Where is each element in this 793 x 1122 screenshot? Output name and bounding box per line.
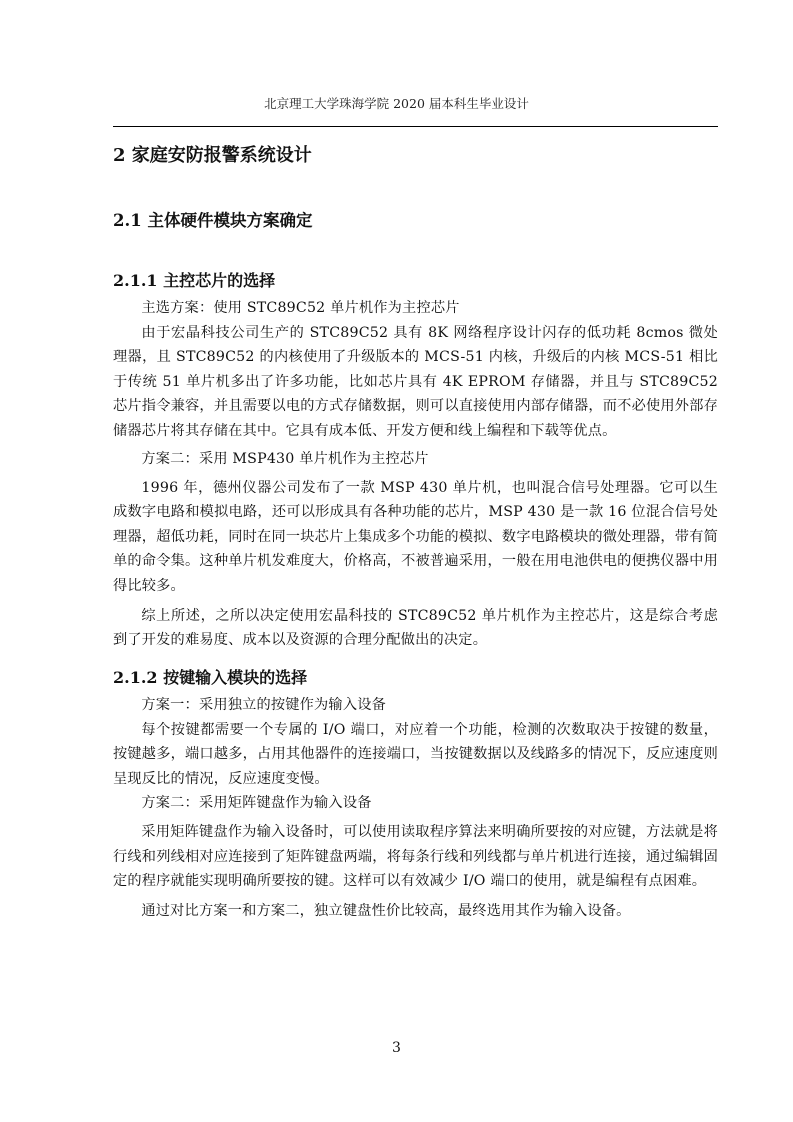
header-divider (113, 126, 718, 127)
page-header: 北京理工大学珠海学院 2020 届本科生毕业设计 (264, 96, 529, 111)
page-number: 3 (392, 1040, 401, 1056)
section-2-1-2-title: 2.1.2 按键输入模块的选择 (113, 667, 308, 687)
main-chip-option1-body: 由于宏晶科技公司生产的 STC89C52 具有 8K 网络程序设计闪存的低功耗 8cmos 微处理器，且 STC89C52 的内核使用了升级版本的 MCS-51 内核，升级后的内核 MCS-51 相比于传统 51 单片机多出了许多功能，比如芯片具有 4K EPROM 存储器，并且与 STC89C52 芯片指令兼容，并且需要以电的方式存储数据，则可以直接使用内部存储器，而不必使用外部存储器芯片将其存储在其中。它具有成本低、开发方便和线上编程和下载等优点。 (113, 325, 718, 439)
key-input-option2-body: 采用矩阵键盘作为输入设备时，可以使用读取程序算法来明确所要按的对应键，方法就是将行线和列线相对应连接到了矩阵键盘两端，将每条行线和列线都与单片机进行连接，通过编辑固定的程序就能实现明确所要按的键。这样可以有效减少 I/O 端口的使用，就是编程有点困难。 (113, 824, 718, 889)
key-input-conclusion: 通过对比方案一和方案二，独立键盘性价比较高，最终选用其作为输入设备。 (141, 903, 631, 920)
section-2-1-title: 2.1 主体硬件模块方案确定 (113, 211, 313, 230)
main-chip-option1-title: 主选方案：使用 STC89C52 单片机作为主控芯片 (141, 300, 460, 316)
chapter-title: 2 家庭安防报警系统设计 (113, 145, 312, 166)
section-2-1-1-title: 2.1.1 主控芯片的选择 (113, 271, 276, 290)
key-input-option1-body: 每个按键都需要一个专属的 I/O 端口，对应着一个功能，检测的次数取决于按键的数量，按键越多，端口越多，占用其他器件的连接端口，当按键数据以及线路多的情况下，反应速度则呈现反比的情况，反应速度变慢。 (113, 721, 718, 787)
key-input-option2-title: 方案二：采用矩阵键盘作为输入设备 (141, 795, 372, 812)
main-chip-option2-body: 1996 年，德州仪器公司发布了一款 MSP 430 单片机，也叫混合信号处理器。它可以生成数字电路和模拟电路，还可以形成具有各种功能的芯片，MSP 430 是一款 16 位混合信号处理器，超低功耗，同时在同一块芯片上集成多个功能的模拟、数字电路模块的微处理器，带有简单的命令集。这种单片机发难度大，价格高，不被普遍采用，一般在用电池供电的便携仪器中用得比较多。 (113, 480, 718, 594)
main-chip-conclusion: 综上所述，之所以决定使用宏晶科技的 STC89C52 单片机作为主控芯片，这是综合考虑到了开发的难易度、成本以及资源的合理分配做出的决定。 (113, 608, 718, 649)
key-input-option1-title: 方案一：采用独立的按键作为输入设备 (141, 696, 386, 713)
main-chip-option2-title: 方案二：采用 MSP430 单片机作为主控芯片 (141, 451, 429, 468)
page-content (113, 140, 718, 924)
